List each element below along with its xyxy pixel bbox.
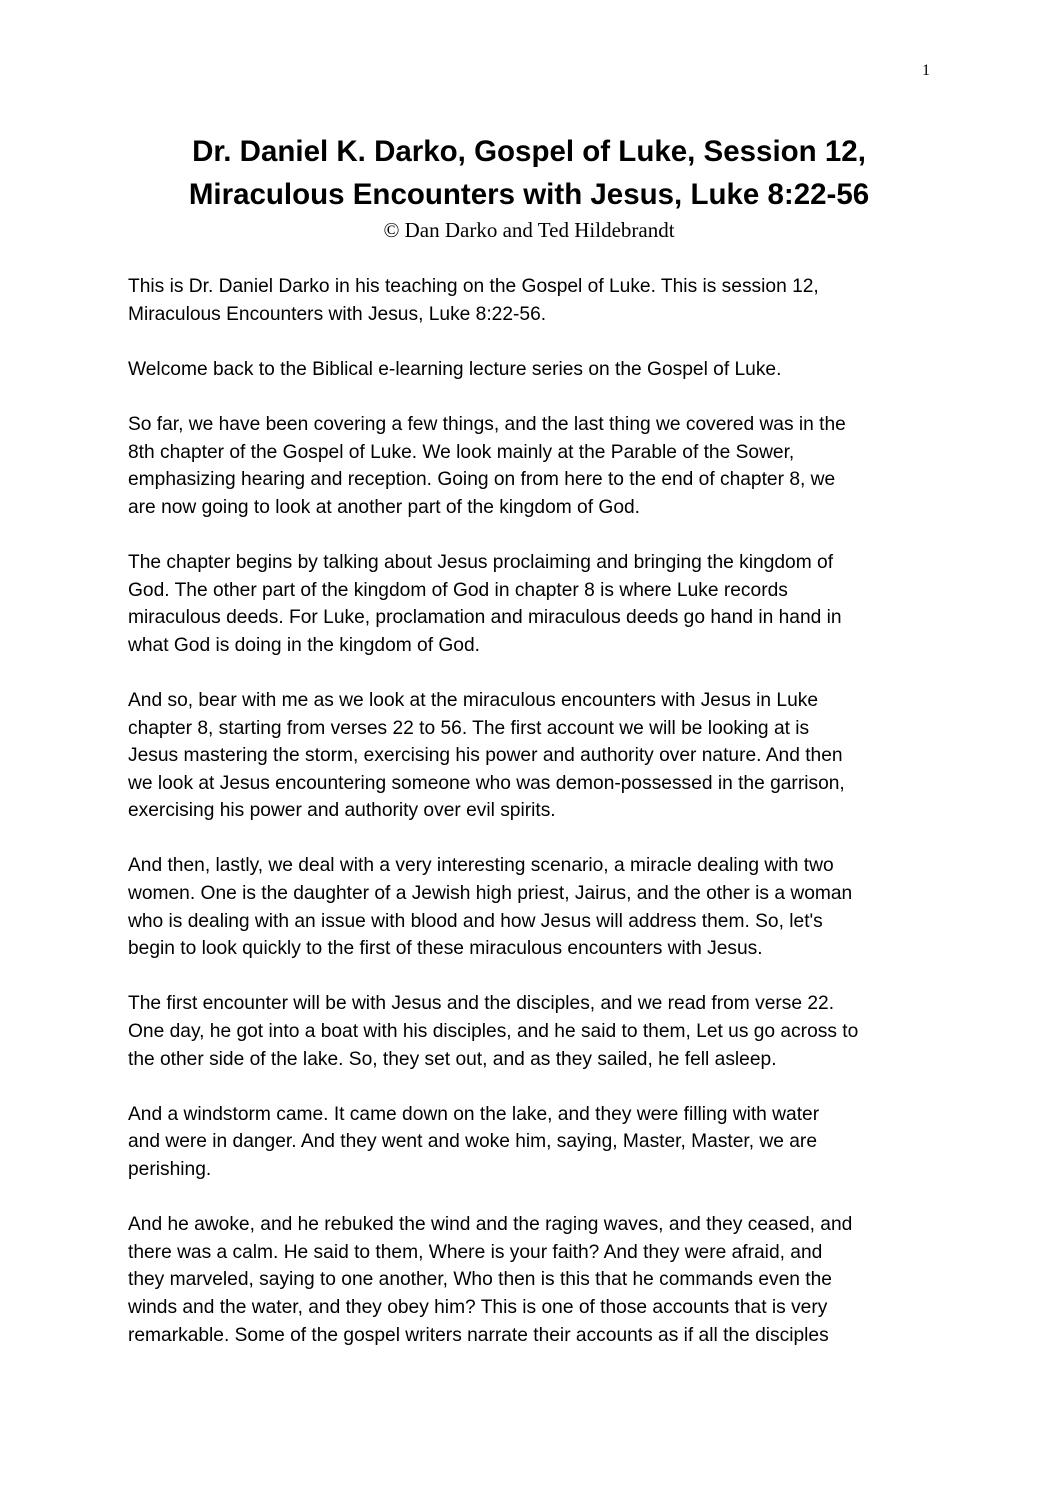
paragraph <box>128 411 934 521</box>
paragraph <box>128 990 934 1073</box>
document-body <box>128 273 934 1377</box>
paragraph-line: This is Dr. Daniel Darko in his teaching on the Gospel of Luke. This is session 12, <box>128 276 819 297</box>
paragraph <box>128 1101 934 1184</box>
paragraph-line: the other side of the lake. So, they set out, and as they sailed, he fell asleep. <box>128 1048 777 1070</box>
paragraph-line: they marveled, saying to one another, Who then is this that he commands even the <box>128 1269 832 1291</box>
paragraph-line: And he awoke, and he rebuked the wind and the raging waves, and they ceased, and <box>128 1214 853 1236</box>
paragraph-line: emphasizing hearing and reception. Going on from here to the end of chapter 8, we <box>128 469 836 491</box>
document-title-line-2: Miraculous Encounters with Jesus, Luke 8:22-56 <box>188 178 870 211</box>
paragraph-line: and were in danger. And they went and woke him, saying, Master, Master, we are <box>128 1131 817 1153</box>
paragraph-line: And a windstorm came. It came down on the lake, and they were filling with water <box>128 1103 820 1125</box>
paragraph-line: exercising his power and authority over evil spirits. <box>128 800 556 822</box>
paragraph-line: miraculous deeds. For Luke, proclamation and miraculous deeds go hand in hand in <box>128 607 842 629</box>
paragraph <box>128 1211 934 1349</box>
paragraph-line: there was a calm. He said to them, Where is your faith? And they were afraid, and <box>128 1241 823 1263</box>
paragraph-line: 8th chapter of the Gospel of Luke. We look mainly at the Parable of the Sower, <box>128 441 795 463</box>
paragraph-line: Jesus mastering the storm, exercising his power and authority over nature. And then <box>128 745 843 767</box>
copyright-notice: © Dan Darko and Ted Hildebrandt <box>383 218 675 242</box>
document-title-line-1: Dr. Daniel K. Darko, Gospel of Luke, Session 12, <box>192 135 866 168</box>
paragraph-line: Welcome back to the Biblical e-learning lecture series on the Gospel of Luke. <box>128 358 782 380</box>
paragraph-line: And so, bear with me as we look at the miraculous encounters with Jesus in Luke <box>128 689 819 711</box>
paragraph <box>128 852 934 962</box>
document-header <box>0 130 1058 244</box>
paragraph-line: So far, we have been covering a few things, and the last thing we covered was in the <box>128 413 846 435</box>
paragraph-line: are now going to look at another part of the kingdom of God. <box>128 496 640 518</box>
paragraph <box>128 549 934 659</box>
paragraph <box>128 687 934 825</box>
paragraph <box>128 356 934 384</box>
paragraph-line: One day, he got into a boat with his disciples, and he said to them, Let us go across to <box>128 1021 859 1043</box>
paragraph-line: we look at Jesus encountering someone who was demon-possessed in the garrison, <box>128 772 845 794</box>
page-number: 1 <box>922 62 930 79</box>
paragraph <box>128 273 934 328</box>
paragraph-line: begin to look quickly to the first of these miraculous encounters with Jesus. <box>128 938 763 960</box>
paragraph-line: The chapter begins by talking about Jesus proclaiming and bringing the kingdom of <box>128 551 834 573</box>
paragraph-line: who is dealing with an issue with blood and how Jesus will address them. So, let's <box>128 910 823 932</box>
paragraph-line: God. The other part of the kingdom of God in chapter 8 is where Luke records <box>128 579 788 601</box>
paragraph-line: perishing. <box>128 1159 212 1180</box>
paragraph-line: what God is doing in the kingdom of God. <box>128 634 480 656</box>
paragraph-line: winds and the water, and they obey him? This is one of those accounts that is very <box>128 1296 828 1318</box>
paragraph-line: remarkable. Some of the gospel writers narrate their accounts as if all the disciples <box>128 1324 829 1346</box>
paragraph-line: The first encounter will be with Jesus and the disciples, and we read from verse 22. <box>128 993 835 1015</box>
paragraph-line: chapter 8, starting from verses 22 to 56. The first account we will be looking at is <box>128 717 810 739</box>
paragraph-line: Miraculous Encounters with Jesus, Luke 8:22-56. <box>128 303 547 325</box>
paragraph-line: And then, lastly, we deal with a very interesting scenario, a miracle dealing with two <box>128 855 834 877</box>
paragraph-line: women. One is the daughter of a Jewish high priest, Jairus, and the other is a woman <box>128 883 853 905</box>
